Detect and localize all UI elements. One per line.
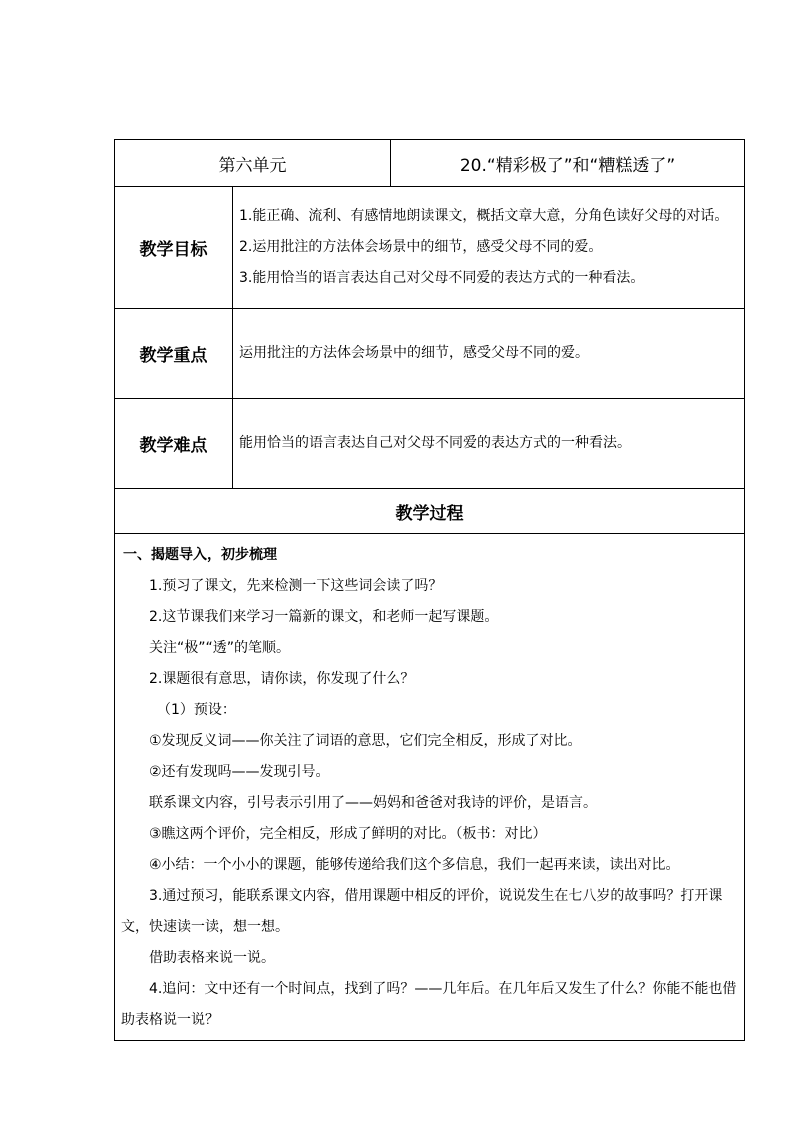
difficulties-content: 能用恰当的语言表达自己对父母不同爱的表达方式的一种看法。 bbox=[233, 399, 745, 489]
process-line: 联系课文内容，引号表示引用了——妈妈和爸爸对我诗的评价，是语言。 bbox=[149, 795, 597, 811]
process-line: ③瞧这两个评价，完全相反，形成了鲜明的对比。（板书：对比） bbox=[149, 826, 547, 842]
key-points-content: 运用批注的方法体会场景中的细节，感受父母不同的爱。 bbox=[233, 309, 745, 399]
goals-row bbox=[115, 187, 745, 309]
goals-label: 教学目标 bbox=[115, 187, 233, 309]
goals-content bbox=[233, 187, 745, 309]
goal-item: 3.能用恰当的语言表达自己对父母不同爱的表达方式的一种看法。 bbox=[239, 270, 645, 286]
process-line: 2.这节课我们来学习一篇新的课文，和老师一起写课题。 bbox=[149, 609, 499, 625]
goal-item: 1.能正确、流利、有感情地朗读课文，概括文章大意，分角色读好父母的对话。 bbox=[239, 208, 729, 224]
process-line: ②还有发现吗——发现引号。 bbox=[149, 764, 330, 780]
unit-cell: 第六单元 bbox=[115, 140, 391, 187]
key-points-label: 教学重点 bbox=[115, 309, 233, 399]
process-header-row bbox=[115, 489, 745, 534]
process-content bbox=[115, 534, 745, 1041]
process-line: ①发现反义词——你关注了词语的意思，它们完全相反，形成了对比。 bbox=[149, 733, 582, 749]
process-line: 关注“极”“透”的笔顺。 bbox=[149, 640, 291, 656]
process-line: 1.预习了课文，先来检测一下这些词会读了吗？ bbox=[149, 578, 443, 594]
process-line: 4.追问：文中还有一个时间点，找到了吗？——几年后。在几年后又发生了什么？你能不能也借助表格说一说？ bbox=[121, 981, 737, 1028]
difficulties-row bbox=[115, 399, 745, 489]
difficulties-label: 教学难点 bbox=[115, 399, 233, 489]
lesson-title-cell: 20.“精彩极了”和“糟糕透了” bbox=[391, 140, 745, 187]
lesson-plan-table bbox=[114, 139, 745, 1041]
key-points-row bbox=[115, 309, 745, 399]
process-line: 借助表格来说一说。 bbox=[149, 950, 275, 966]
process-line: 3.通过预习，能联系课文内容，借用课题中相反的评价，说说发生在七八岁的故事吗？打开课文，快速读一读，想一想。 bbox=[121, 888, 723, 935]
goal-item: 2.运用批注的方法体会场景中的细节，感受父母不同的爱。 bbox=[239, 239, 603, 255]
process-body-row bbox=[115, 534, 745, 1041]
process-label: 教学过程 bbox=[115, 489, 745, 534]
header-row bbox=[115, 140, 745, 187]
process-line: 2.课题很有意思，请你读，你发现了什么？ bbox=[149, 671, 415, 687]
process-line: （1）预设： bbox=[157, 702, 236, 718]
section-title: 一、揭题导入，初步梳理 bbox=[123, 547, 277, 563]
process-line: ④小结：一个小小的课题，能够传递给我们这个多信息，我们一起再来读，读出对比。 bbox=[149, 857, 680, 873]
